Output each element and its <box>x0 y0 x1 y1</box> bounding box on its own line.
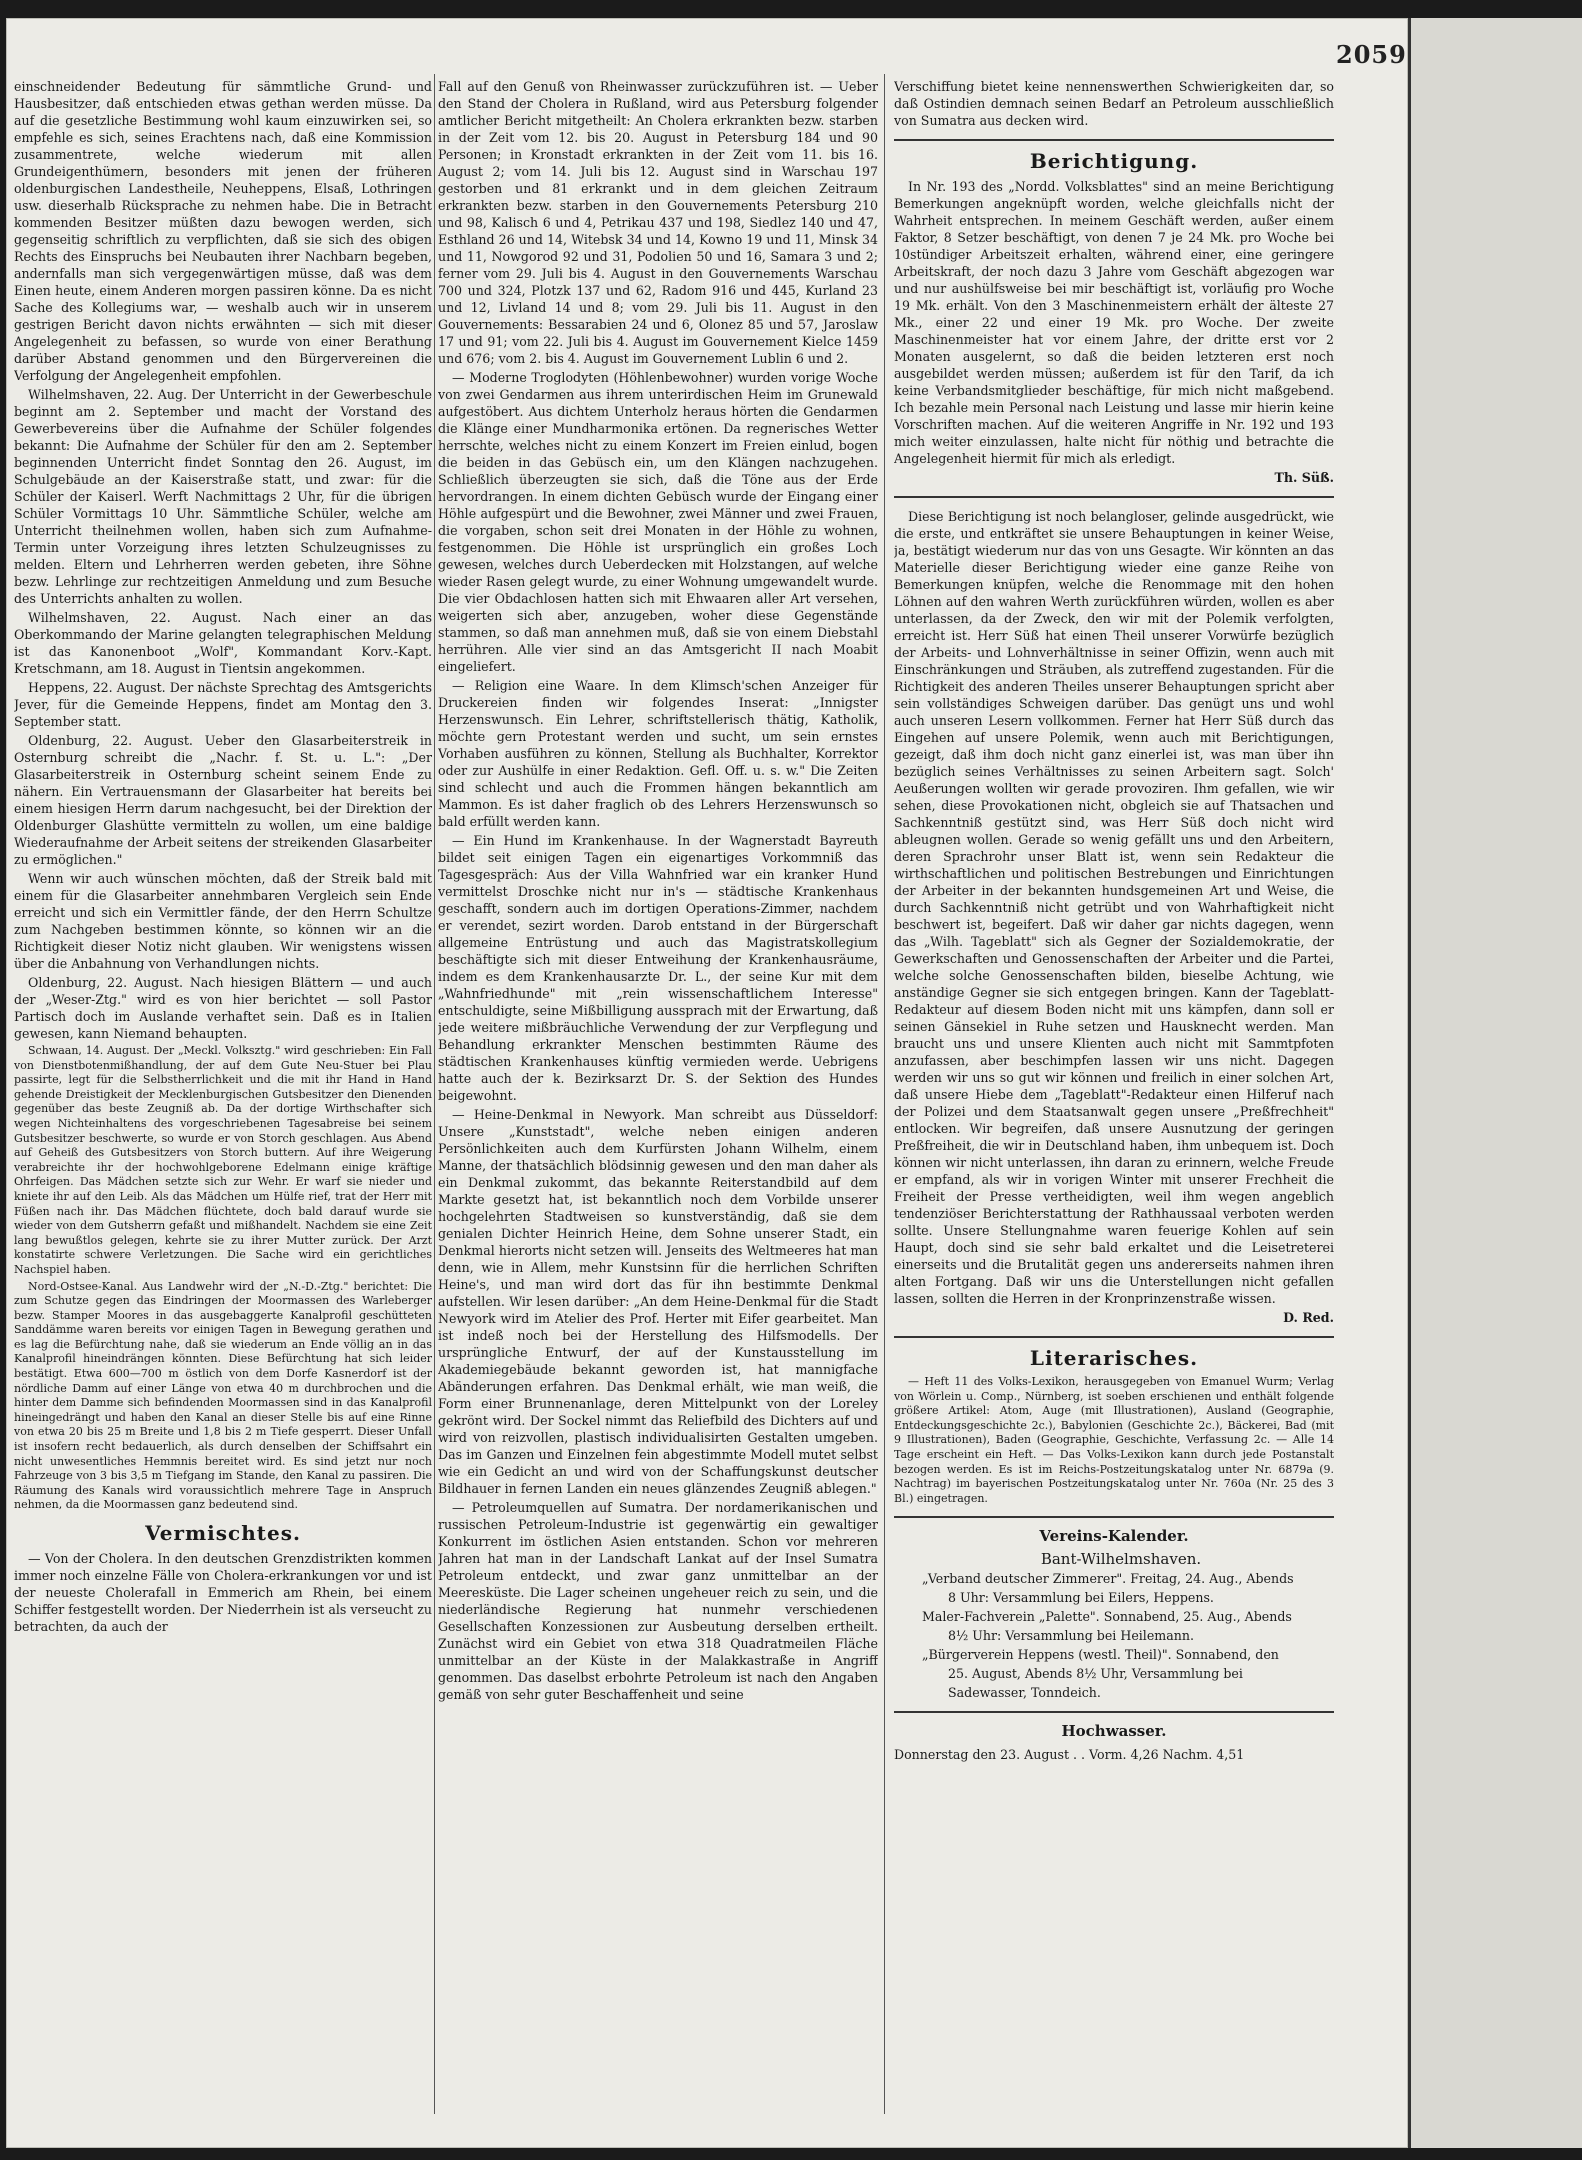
divider <box>894 1516 1334 1518</box>
article-paragraph: Oldenburg, 22. August. Nach hiesigen Blättern — und auch der „Weser-Ztg." wird es von hier berichtet — soll Pastor Partisch doch im Auslande verhaftet sein. Daß es in Italien gewesen, kann Niemand behaupten. <box>14 975 432 1041</box>
article-paragraph: — Von der Cholera. In den deutschen Grenzdistrikten kommen immer noch einzelne Fälle von Cholera-erkrankungen vor und ist der neueste Cholerafall in Emmerich am Rhein, bei einem Schiffer festgestellt worden. Der Niederrhein ist als verseucht zu betrachten, da auch der <box>14 1551 432 1634</box>
column-3 <box>894 78 1334 2108</box>
signature: D. Red. <box>1283 1310 1334 1325</box>
article-paragraph: — Heft 11 des Volks-Lexikon, herausgegeben von Emanuel Wurm; Verlag von Wörlein u. Comp., Nürnberg, ist soeben erschienen und enthält folgende größere Artikel: Atom, Auge (mit Illustrationen), Ausland (Geographie, Entdeckungsgeschichte 2c.), Babylonien (Geschichte 2c.), Bäckerei, Bad (mit 9 Illustrationen), Baden (Geographie, Geschichte, Verfassung 2c. — Alle 14 Tage erscheint ein Heft. — Das Volks-Lexikon kann durch jede Postanstalt bezogen werden. Es ist im Reichs-Postzeitungskatalog unter Nr. 6879a (9. Nachtrag) im bayerischen Postzeitungskatalog unter Nr. 760a (Nr. 25 des 3 Bl.) eingetragen. <box>894 1375 1334 1505</box>
calendar-entry: Sadewasser, Tonndeich. <box>948 1685 1101 1701</box>
article-paragraph: — Religion eine Waare. In dem Klimsch'schen Anzeiger für Druckereien finden wir folgendes Inserat: „Innigster Herzenswunsch. Ein Lehrer, schriftstellerisch thätig, Katholik, möchte gern Protestant werden und sucht, um sein ernstes Vorhaben ausführen zu können, Stellung als Buchhalter, Korrektor oder zur Aushülfe in einer Redaktion. Gefl. Off. u. s. w." Die Zeiten sind schlecht und auch die Frommen hängen bekanntlich am Mammon. Es ist daher fraglich ob des Lehrers Herzenswunsch so bald erfüllt werden kann. <box>438 678 878 829</box>
article-paragraph: — Ein Hund im Krankenhause. In der Wagnerstadt Bayreuth bildet seit einigen Tagen ein eigenartiges Vorkommniß das Tagesgespräch: Aus der Villa Wahnfried war ein kranker Hund vermittelst Droschke nicht nur in's — städtische Krankenhaus geschafft, sondern auch im dortigen Operations-Zimmer, nachdem er verendet, sezirt worden. Darob entstand in der Bürgerschaft allgemeine Entrüstung und auch das Magistratskollegium beschäftigte sich mit dieser Entweihung der Krankenhausräume, indem es dem Krankenhausarzte Dr. L., der seine Kur mit dem „Wahnfriedhunde" mit „rein wissenschaftlichem Interesse" entschuldigte, seine Mißbilligung aussprach mit der Erwartung, daß jede weitere mißbräuchliche Verwendung der zur Verpflegung und Behandlung erkrankter Menschen bestimmten Räume des städtischen Krankenhauses künftig vermieden werde. Uebrigens hatte auch der k. Bezirksarzt Dr. S. der Sektion des Hundes beigewohnt. <box>438 833 878 1103</box>
article-paragraph: Wilhelmshaven, 22. Aug. Der Unterricht in der Gewerbeschule beginnt am 2. September und macht der Vorstand des Gewerbevereins über die Aufnahme der Schüler folgendes bekannt: Die Aufnahme der Schüler für den am 2. September beginnenden Unterricht findet Sonntag den 26. August, im Schulgebäude an der Kaiserstraße statt, und zwar: für die Schüler der Kaiserl. Werft Nachmittags 2 Uhr, für die übrigen Schüler Vormittags 10 Uhr. Sämmtliche Schüler, welche am Unterricht theilnehmen wollen, haben sich zum Aufnahme-Termin unter Vorzeigung ihres letzten Schulzeugnisses zu melden. Eltern und Lehrherren werden gebeten, ihre Söhne bezw. Lehrlinge zur rechtzeitigen Anmeldung und zum Besuche des Unterrichts anhalten zu wollen. <box>14 387 432 606</box>
article-paragraph: Nord-Ostsee-Kanal. Aus Landwehr wird der „N.-D.-Ztg." berichtet: Die zum Schutze gegen das Eindringen der Moormassen des Warleberger bezw. Stamper Moores in das ausgebaggerte Kanalprofil geschütteten Sanddämme waren bereits vor einigen Tagen in Bewegung gerathen und es lag die Befürchtung nahe, daß sie wiederum an Ende völlig an in das Kanalprofil hineindrängen könnten. Diese Befürchtung hat sich leider bestätigt. Etwa 600—700 m östlich von dem Dorfe Kasnerdorf ist der nördliche Damm auf einer Länge von etwa 40 m durchbrochen und die hinter dem Damme sich befindenden Moormassen sind in das Kanalprofil hineingedrängt und haben den Kanal an dieser Stelle bis auf eine Rinne von etwa 20 bis 25 m Breite und 1,8 bis 2 m Tiefe gesperrt. Dieser Unfall ist insofern recht bedauerlich, als durch denselben der Schiffsahrt ein nicht unwesentliches Hemmnis bereitet wird. Es sind jetzt nur noch Fahrzeuge von 3 bis 3,5 m Tiefgang im Stande, den Kanal zu passiren. Die Räumung des Kanals wird voraussichtlich mehrere Tage in Anspruch nehmen, da die Moormassen ganz bedeutend sind. <box>14 1279 432 1512</box>
article-paragraph: — Moderne Troglodyten (Höhlenbewohner) wurden vorige Woche von zwei Gendarmen aus ihrem unterirdischen Heim im Grunewald aufgestöbert. Aus dichtem Unterholz heraus hörten die Gendarmen die Klänge einer Mundharmonika ertönen. Da regnerisches Wetter herrschte, welches nicht zu einem Konzert im Freien einlud, bogen die beiden in das Gebüsch ein, um den Klängen nachzugehen. Schließlich überzeugten sie sich, daß die Töne aus der Erde hervordrangen. In einem dichten Gebüsch wurde der Eingang einer Höhle aufgespürt und die Bewohner, zwei Männer und zwei Frauen, die vorgaben, schon seit drei Monaten in der Höhle zu wohnen, festgenommen. Die Höhle ist ursprünglich ein großes Loch gewesen, welches durch Ueberdecken mit Holzstangen, auf welche wieder Rasen gelegt wurde, zu einer Wohnung umgewandelt wurde. Die vier Obdachlosen hatten sich mit Ehwaaren aller Art versehen, weigerten sich aber, anzugeben, woher diese Gegenstände stammen, so daß man annehmen muß, daß sie von einem Diebstahl herrühren. Alle vier sind an das Amtsgericht II nach Moabit eingeliefert. <box>438 370 878 674</box>
section-heading-vereins-kalender: Vereins-Kalender. <box>1039 1527 1189 1546</box>
calendar-entry: „Bürgerverein Heppens (westl. Theil)". Sonnabend, den <box>922 1647 1279 1663</box>
divider <box>894 496 1334 498</box>
calendar-entry: 8 Uhr: Versammlung bei Eilers, Heppens. <box>948 1590 1214 1606</box>
calendar-entry: Maler-Fachverein „Palette". Sonnabend, 25. Aug., Abends <box>922 1609 1292 1625</box>
article-paragraph: — Petroleumquellen auf Sumatra. Der nordamerikanischen und russischen Petroleum-Industrie ist gegenwärtig ein gewaltiger Konkurrent im östlichen Asien entstanden. Schon vor mehreren Jahren hat man in der Landschaft Lankat auf der Insel Sumatra Petroleum entdeckt, und zwar ganz unmittelbar an der Meeresküste. Die Lager scheinen ungeheuer reich zu sein, und die niederländische Regierung hat nunmehr verschiedenen Gesellschaften Konzessionen zur Ausbeutung derselben ertheilt. Zunächst wird ein Gebiet von etwa 318 Quadratmeilen Fläche unmittelbar an der Küste in der Malakkastraße in Angriff genommen. Das daselbst erbohrte Petroleum ist nach den Angaben gemäß von sehr guter Beschaffenheit und seine <box>438 1500 878 1702</box>
column-1 <box>14 78 432 2108</box>
calendar-place: Bant-Wilhelmshaven. <box>1040 1550 1202 1569</box>
article-paragraph: Oldenburg, 22. August. Ueber den Glasarbeiterstreik in Osternburg schreibt die „Nachr. f. St. u. L.": „Der Glasarbeiterstreik in Osternburg scheint seinem Ende zu nähern. Ein Vertrauensmann der Glasarbeiter hat bereits bei einem hiesigen Herrn darum nachgesucht, bei der Direktion der Oldenburger Glashütte vermitteln zu wollen, um eine baldige Wiederaufnahme der Arbeit seitens der streikenden Glasarbeiter zu ermöglichen." <box>14 733 432 867</box>
section-heading-vermischtes: Vermischtes. <box>145 1521 301 1545</box>
article-paragraph: — Heine-Denkmal in Newyork. Man schreibt aus Düsseldorf: Unsere „Kunststadt", welche neben einigen anderen Persönlichkeiten auch dem Kurfürsten Johann Wilhelm, einem Manne, der thatsächlich blödsinnig gewesen und den man daher als ein Denkmal zukommt, das bekannte Reiterstandbild auf dem Markte gesetzt hat, ist bekanntlich noch dem Vorbilde unserer hochgelehrten Stadtweisen so kunstverständig, daß sie dem genialen Dichter Heinrich Heine, dem Sohne unserer Stadt, ein Denkmal hierorts nicht setzen will. Jenseits des Weltmeeres hat man denn, wie in Allem, mehr Kunstsinn für die herrlichen Schriften Heine's, und man wird dort das für ihn bestimmte Denkmal aufstellen. Wir lesen darüber: „An dem Heine-Denkmal für die Stadt Newyork wird im Atelier des Prof. Herter mit Eifer gearbeitet. Man ist indeß noch bei der Herstellung des Hilfsmodells. Der ursprüngliche Entwurf, der auf der Kunstausstellung im Akademiegebäude bekannt geworden ist, hat mannigfache Abänderungen erfahren. Das Denkmal erhält, wie man weiß, die Form einer Brunnenanlage, deren Mittelpunkt von der Loreley gekrönt wird. Der Sockel nimmt das Reliefbild des Dichters auf und wird von reizvollen, plastisch individualisirten Gestalten umgeben. Das im Ganzen und Einzelnen fein abgestimmte Modell mutet selbst wie ein Gedicht an und wird von der Schaffungskunst deutscher Bildhauer in fernen Landen ein neues glänzendes Zeugniß ablegen." <box>438 1107 878 1496</box>
calendar-entry: 8½ Uhr: Versammlung bei Heilemann. <box>948 1628 1194 1644</box>
divider <box>894 139 1334 141</box>
column-2 <box>438 78 878 2108</box>
section-heading-berichtigung: Berichtigung. <box>1029 149 1199 173</box>
calendar-entry: „Verband deutscher Zimmerer". Freitag, 24. Aug., Abends <box>922 1571 1294 1587</box>
calendar-entry: 25. August, Abends 8½ Uhr, Versammlung bei <box>948 1666 1243 1682</box>
page-margin <box>1408 18 1582 2148</box>
article-paragraph: Verschiffung bietet keine nennenswerthen Schwierigkeiten dar, so daß Ostindien demnach seinen Bedarf an Petroleum ausschließlich von Sumatra aus decken wird. <box>894 79 1334 128</box>
tide-times: Donnerstag den 23. August . . Vorm. 4,26 Nachm. 4,51 <box>894 1747 1245 1763</box>
page-number: 2059 <box>1336 40 1407 69</box>
signature: Th. Süß. <box>1274 470 1334 485</box>
column-separator <box>434 74 435 2114</box>
section-heading-hochwasser: Hochwasser. <box>1061 1722 1167 1741</box>
newspaper-page <box>6 18 1408 2148</box>
article-paragraph: Heppens, 22. August. Der nächste Sprechtag des Amtsgerichts Jever, für die Gemeinde Heppens, findet am Montag den 3. September statt. <box>14 680 432 729</box>
article-paragraph: Wilhelmshaven, 22. August. Nach einer an das Oberkommando der Marine gelangten telegraphischen Meldung ist das Kanonenboot „Wolf", Kommandant Korv.-Kapt. Kretschmann, am 18. August in Tientsin angekommen. <box>14 610 432 676</box>
article-paragraph: einschneidender Bedeutung für sämmtliche Grund- und Hausbesitzer, daß entschieden etwas gethan werden müsse. Da auf die gesetzliche Bestimmung wohl kaum einzuwirken sei, so empfehle es sich, seines Erachtens nach, daß eine Kommission zusammentrete, welche wiederum mit allen Grundeigenthümern, besonders mit jenen der früheren oldenburgischen Landestheile, Neuheppens, Elsaß, Lothringen usw. dieserhalb Rücksprache zu nehmen habe. Die in Betracht kommenden Besitzer müßten dazu bewogen werden, sich gegenseitig schriftlich zu verpflichten, daß sie sich des obigen Rechts des Einspruchs bei Neubauten ihrer Nachbarn begeben, andernfalls man sich vergegenwärtigen müsse, daß was dem Einen heute, einem Anderen morgen passiren könne. Da es nicht Sache des Kollegiums war, — weshalb auch wir in unserem gestrigen Bericht davon nichts erwähnten — sich mit dieser Angelegenheit zu befassen, so wurde von einer Berathung darüber Abstand genommen und den Bürgervereinen die Verfolgung der Angelegenheit empfohlen. <box>14 79 432 383</box>
column-separator <box>884 74 885 2114</box>
article-paragraph: Fall auf den Genuß von Rheinwasser zurückzuführen ist. — Ueber den Stand der Cholera in Rußland, wird aus Petersburg folgender amtlicher Bericht mitgetheilt: An Cholera erkrankten bezw. starben in der Zeit vom 12. bis 20. August in Petersburg 184 und 90 Personen; in Kronstadt erkrankten in der Zeit vom 11. bis 16. August 2; vom 14. Juli bis 12. August sind in Warschau 197 gestorben und 81 erkrankt und in dem gleichen Zeitraum erkrankten bezw. starben in den Gouvernements Petersburg 210 und 98, Kalisch 6 und 4, Petrikau 437 und 198, Siedlez 140 und 47, Esthland 26 und 14, Witebsk 34 und 14, Kowno 19 und 11, Minsk 34 und 11, Nowgorod 92 und 31, Podolien 50 und 16, Samara 3 und 2; ferner vom 29. Juli bis 4. August in den Gouvernements Warschau 700 und 324, Plotzk 137 und 62, Radom 916 und 445, Kurland 23 und 12, Livland 14 und 8; vom 29. Juli bis 11. August in den Gouvernements: Bessarabien 24 und 6, Olonez 85 und 57, Jaroslaw 17 und 91; vom 22. Juli bis 4. August im Gouvernement Kielce 1459 und 676; vom 2. bis 4. August im Gouvernement Lublin 6 und 2. <box>438 79 878 366</box>
article-paragraph: Wenn wir auch wünschen möchten, daß der Streik bald mit einem für die Glasarbeiter annehmbaren Vergleich sein Ende erreicht und sich ein Vermittler fände, der den Herrn Schultze zum Nachgeben bestimmen könnte, so können wir an die Richtigkeit dieser Notiz nicht glauben. Wir wenigstens wissen über die Anbahnung von Verhandlungen nichts. <box>14 871 432 971</box>
article-paragraph: Diese Berichtigung ist noch belangloser, gelinde ausgedrückt, wie die erste, und entkräftet sie unsere Behauptungen in keiner Weise, ja, bestätigt wiederum nur das von uns Gesagte. Wir könnten an das Materielle dieser Berichtigung wieder eine ganze Reihe von Bemerkungen knüpfen, welche die Renommage mit den hohen Löhnen auf den wahren Werth zurückführen würden, wollen es aber unterlassen, da der Zweck, den wir mit der Polemik verfolgten, erreicht ist. Herr Süß hat einen Theil unserer Vorwürfe bezüglich der Arbeits- und Lohnverhältnisse in seiner Offizin, wenn auch mit Einschränkungen und Sträuben, als zutreffend zugestanden. Für die Richtigkeit des anderen Theiles unserer Behauptungen spricht aber sein vollständiges Schweigen darüber. Das genügt uns und wohl auch unseren Lesern vollkommen. Ferner hat Herr Süß durch das Eingehen auf unsere Polemik, wenn auch mit Berichtigungen, gezeigt, daß ihm doch nicht ganz einerlei ist, was man über ihn bezüglich seines Verhältnisses zu seinen Arbeitern sagt. Solch' Aeußerungen wollten wir gerade provoziren. Ihm gefallen, wie wir sehen, diese Provokationen nicht, obgleich sie auf Thatsachen und Sachkenntniß gestützt sind, was Herr Süß doch nicht wird ableugnen wollen. Gerade so wenig gefällt uns und den Arbeitern, deren Sprachrohr unser Blatt ist, wenn sein Redakteur die wirthschaftlichen und politischen Bestrebungen und Einrichtungen der Arbeiter in der bekannten hundsgemeinen Art und Weise, die durch Sachkenntniß nicht getrübt und von Wahrhaftigkeit nicht beschwert ist, begeifert. Daß wir daher gar nichts dagegen, wenn das „Wilh. Tageblatt" sich als Gegner der Sozialdemokratie, der Gewerkschaften und Genossenschaften der Arbeiter und die Partei, welche solche Genossenschaften bilden, bieselbe Achtung, wie anständige Gegner sie sich entgegen bringen. Kann der Tageblatt-Redakteur auf diesem Boden nicht mit uns kämpfen, dann soll er seinen Gänsekiel in Ruhe setzen und Hausknecht werden. Man braucht uns und unsere Klienten auch nicht mit Sammtpfoten anzufassen, aber beschimpfen lassen wir uns nicht. Dagegen werden wir uns so gut wir können und freilich in einer solchen Art, daß unsere Hiebe dem „Tageblatt"-Redakteur einen Hilferuf nach der Polizei und dem Staatsanwalt gegen unsere „Preßfrechheit" entlocken. Wir begreifen, daß unsere Ausnutzung der geringen Preßfreiheit, die wir in Deutschland haben, ihm unbequem ist. Doch können wir nicht unterlassen, ihn daran zu erinnern, welche Freude er empfand, als wir in vorigen Winter mit unserer Frechheit die Freiheit der Presse vertheidigten, weil ihm wegen angeblich tendenziöser Berichterstattung der Rathhaussaal verboten werden sollte. Unsere Stellungnahme waren feuerige Kohlen auf sein Haupt, doch sind sie sehr bald erkaltet und die Leisetreterei einerseits und die Brutalität gegen uns andererseits nahmen ihren alten Fortgang. Daß wir uns die Unterstellungen nicht gefallen lassen, sollten die Herren in der Kronprinzenstraße wissen. <box>894 509 1334 1306</box>
section-heading-literarisches: Literarisches. <box>1029 1346 1199 1370</box>
article-paragraph: Schwaan, 14. August. Der „Meckl. Volksztg." wird geschrieben: Ein Fall von Dienstbotenmißhandlung, der auf dem Gute Neu-Stuer bei Plau passirte, legt für die Selbstherrlichkeit und die mit ihr Hand in Hand gehende Dreistigkeit der Mecklenburgischen Gutsbesitzer den Dienenden gegenüber das beste Zeugniß ab. Da der dortige Wirthschafter sich wegen Nichteinhaltens des vorgeschriebenen Tagesabreise bei seinem Gutsbesitzer beschwerte, so wurde er von Storch geschlagen. Aus Abend auf Geheiß des Gutsbesitzers von Storch buttern. Auf ihre Weigerung verabreichte ihr der hochwohlgeborene Edelmann einige kräftige Ohrfeigen. Das Mädchen setzte sich zur Wehr. Er warf sie nieder und kniete ihr auf den Leib. Als das Mädchen um Hülfe rief, trat der Herr mit Füßen nach ihr. Das Mädchen flüchtete, doch bald darauf wurde sie wieder von dem Gutsherrn gefaßt und mißhandelt. Nachdem sie eine Zeit lang bewußtlos gelegen, kehrte sie zu ihrer Mutter zurück. Der Arzt konstatirte schwere Verletzungen. Die Sache wird ein gerichtliches Nachspiel haben. <box>14 1044 432 1276</box>
article-paragraph: In Nr. 193 des „Nordd. Volksblattes" sind an meine Berichtigung Bemerkungen angeknüpft worden, welche gleichfalls nicht der Wahrheit entsprechen. In meinem Geschäft werden, außer einem Faktor, 8 Setzer beschäftigt, von denen 7 je 24 Mk. pro Woche bei 10stündiger Arbeitszeit erhalten, während einer, eine geringere Arbeitskraft, der noch dazu 3 Jahre vom Geschäft abgezogen war und nur aushülfsweise bei mir beschäftigt ist, vorläufig pro Woche 19 Mk. erhält. Von den 3 Maschinenmeistern erhält der älteste 27 Mk., einer 22 und einer 19 Mk. pro Woche. Der zweite Maschinenmeister hat vor einem Jahre, der dritte erst vor 2 Monaten ausgelernt, so daß die beiden letzteren erst noch ausgebildet werden müssen; außerdem ist für den Tarif, da ich keine Verbandsmitglieder beschäftige, für mich nicht maßgebend. Ich bezahle mein Personal nach Leistung und lasse mir hierin keine Vorschriften machen. Auf die weiteren Angriffe in Nr. 192 und 193 mich weiter einzulassen, halte nicht für nöthig und betrachte die Angelegenheit hiermit für mich als erledigt. <box>894 179 1334 466</box>
divider <box>894 1711 1334 1713</box>
divider <box>894 1336 1334 1338</box>
